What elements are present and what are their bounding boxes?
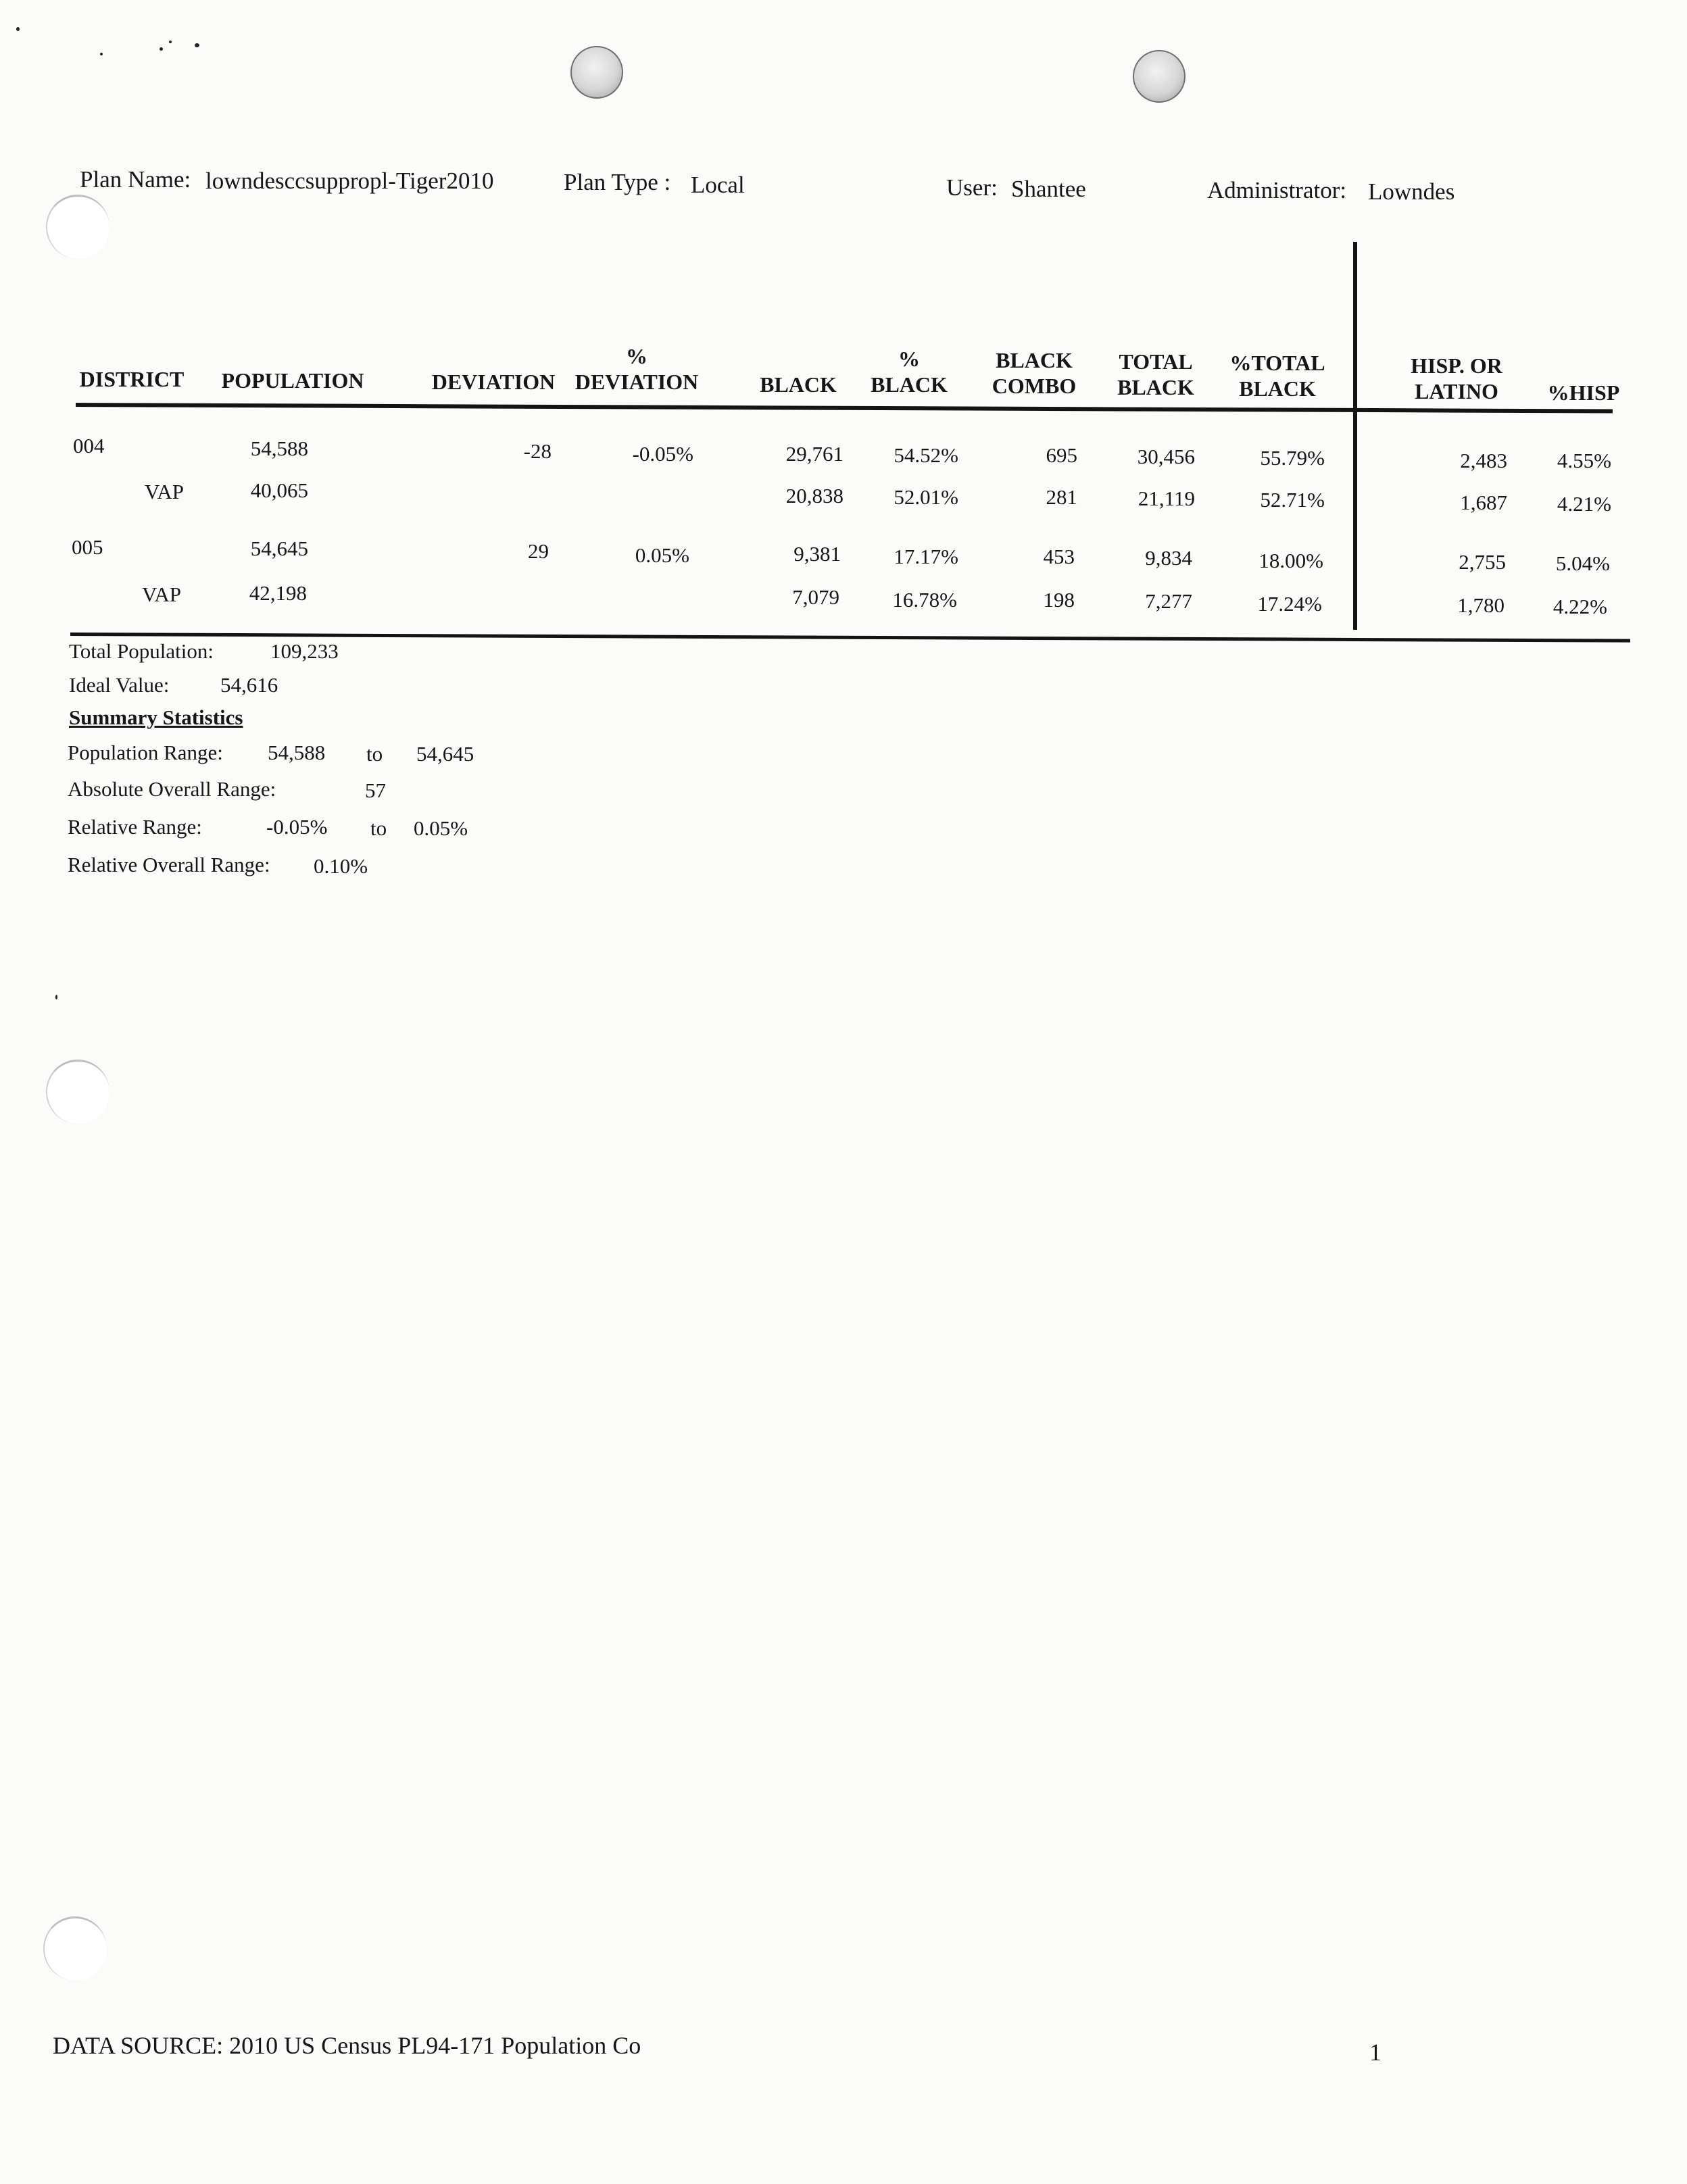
population-value: 54,645 <box>250 537 308 560</box>
scan-speck <box>55 995 57 999</box>
vap-total-black-value: 21,119 <box>1138 487 1195 510</box>
black-combo-value: 453 <box>1043 545 1075 568</box>
vap-pct-total-black-value: 17.24% <box>1257 592 1322 616</box>
user-label: User: <box>946 174 998 201</box>
col-pct-deviation: % DEVIATION <box>574 344 699 394</box>
punch-hole-side-middle <box>46 1060 109 1124</box>
pct-hisp-value: 5.04% <box>1555 551 1610 575</box>
col-black-combo: BLACK COMBO <box>992 348 1077 398</box>
black-combo-value: 695 <box>1046 443 1077 467</box>
vap-black-value: 7,079 <box>792 585 839 609</box>
plan-name-value: lowndesccsuppropl-Tiger2010 <box>205 168 494 194</box>
pct-total-black-value: 55.79% <box>1260 446 1325 470</box>
col-hisp-latino: HISP. OR LATINO <box>1411 353 1502 403</box>
col-black: BLACK <box>760 372 837 397</box>
administrator-label: Administrator: <box>1207 177 1347 203</box>
deviation-value: -28 <box>523 439 552 463</box>
scan-speck <box>16 27 20 31</box>
vertical-divider <box>1353 242 1357 630</box>
vap-pct-hisp-value: 4.22% <box>1552 595 1607 618</box>
vap-black-combo-value: 281 <box>1046 485 1077 509</box>
vap-total-black-value: 7,277 <box>1145 589 1192 613</box>
hisp-value: 2,483 <box>1460 449 1507 472</box>
pct-deviation-value: 0.05% <box>635 543 689 567</box>
punch-hole-top-right <box>1133 50 1185 103</box>
page-number: 1 <box>1369 2039 1382 2066</box>
population-value: 54,588 <box>250 437 308 460</box>
punch-hole-side-top <box>46 195 109 259</box>
col-population: POPULATION <box>221 368 364 393</box>
vap-label: VAP <box>142 582 182 606</box>
relative-range-to: to <box>370 816 387 840</box>
population-range-max: 54,645 <box>416 742 474 766</box>
relative-overall-range-value: 0.10% <box>314 854 368 878</box>
population-range-to: to <box>366 742 383 766</box>
population-range-min: 54,588 <box>268 741 326 764</box>
vap-population-value: 42,198 <box>249 581 307 605</box>
pct-deviation-value: -0.05% <box>632 442 693 466</box>
col-deviation: DEVIATION <box>431 370 556 394</box>
vap-black-combo-value: 198 <box>1043 588 1075 612</box>
population-range-label: Population Range: <box>68 741 223 764</box>
scan-speck <box>160 47 163 51</box>
total-black-value: 9,834 <box>1145 546 1192 570</box>
punch-hole-top-left <box>570 46 623 99</box>
ideal-value-label: Ideal Value: <box>69 673 170 697</box>
col-pct-total-black: %TOTAL BLACK <box>1229 351 1325 401</box>
vap-pct-total-black-value: 52.71% <box>1260 488 1325 512</box>
scan-speck <box>169 41 172 43</box>
vap-hisp-value: 1,780 <box>1457 593 1505 617</box>
col-total-black: TOTAL BLACK <box>1117 349 1194 399</box>
pct-black-value: 17.17% <box>894 545 958 568</box>
vap-pct-black-value: 52.01% <box>894 485 958 509</box>
plan-type-label: Plan Type : <box>564 169 671 195</box>
deviation-value: 29 <box>528 539 549 563</box>
col-pct-black: % BLACK <box>871 347 948 397</box>
col-pct-hisp: %HISP <box>1547 380 1620 405</box>
total-population-value: 109,233 <box>270 639 339 663</box>
absolute-overall-range-value: 57 <box>365 778 386 802</box>
col-district: DISTRICT <box>79 367 185 391</box>
plan-type-value: Local <box>691 172 745 198</box>
relative-range-label: Relative Range: <box>68 815 202 839</box>
administrator-value: Lowndes <box>1368 178 1455 205</box>
user-value: Shantee <box>1011 176 1086 202</box>
vap-population-value: 40,065 <box>250 478 308 502</box>
scan-speck <box>100 53 103 55</box>
pct-hisp-value: 4.55% <box>1557 449 1611 472</box>
black-value: 29,761 <box>785 442 844 466</box>
pct-black-value: 54.52% <box>894 443 958 467</box>
ideal-value-value: 54,616 <box>220 673 278 697</box>
vap-pct-hisp-value: 4.21% <box>1557 492 1611 516</box>
district-id: 004 <box>73 434 105 457</box>
vap-label: VAP <box>145 480 185 503</box>
black-value: 9,381 <box>793 542 841 566</box>
district-id: 005 <box>72 535 103 559</box>
total-population-label: Total Population: <box>69 639 214 663</box>
absolute-overall-range-label: Absolute Overall Range: <box>68 777 276 801</box>
pct-total-black-value: 18.00% <box>1258 549 1323 572</box>
vap-black-value: 20,838 <box>785 484 844 507</box>
hisp-value: 2,755 <box>1459 550 1506 574</box>
punch-hole-side-bottom <box>43 1916 107 1981</box>
scan-speck <box>195 43 199 47</box>
relative-range-max: 0.05% <box>414 816 468 840</box>
relative-overall-range-label: Relative Overall Range: <box>68 853 270 876</box>
relative-range-min: -0.05% <box>266 815 328 839</box>
vap-pct-black-value: 16.78% <box>892 588 957 612</box>
data-source-footer: DATA SOURCE: 2010 US Census PL94-171 Population Co <box>53 2032 641 2059</box>
summary-statistics-title: Summary Statistics <box>69 705 243 729</box>
vap-hisp-value: 1,687 <box>1460 491 1507 514</box>
total-black-value: 30,456 <box>1137 445 1195 468</box>
header-underline <box>76 403 1613 414</box>
plan-name-label: Plan Name: <box>80 166 191 193</box>
